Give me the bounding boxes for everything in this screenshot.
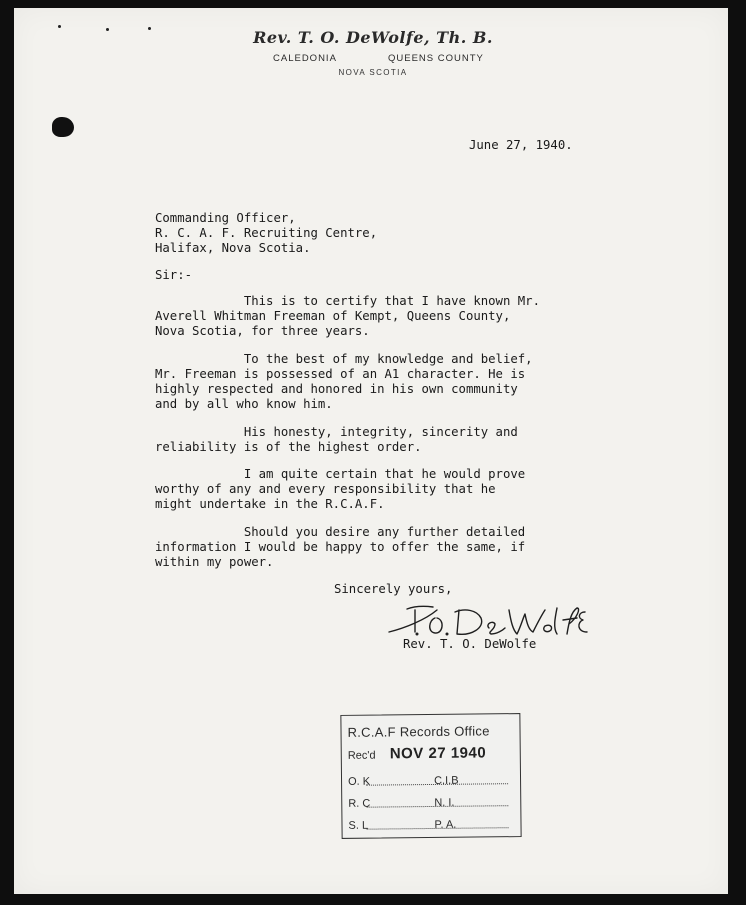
body-line: This is to certify that I have known Mr. [155, 294, 540, 308]
recipient-line: Commanding Officer, [155, 211, 296, 225]
stamp-received-label: Rec'd [347, 749, 376, 762]
body-line: Mr. Freeman is possessed of an A1 character. He is [155, 367, 526, 381]
body-line: Averell Whitman Freeman of Kempt, Queens County, [155, 309, 511, 323]
stamp-row-label: O. K [347, 775, 371, 788]
recipient-line: R. C. A. F. Recruiting Centre, [155, 226, 378, 240]
received-stamp [340, 713, 521, 839]
letterhead-town: CALEDONIA [273, 53, 337, 64]
ink-blot [52, 117, 74, 137]
letter-date: June 27, 1940. [469, 138, 573, 152]
body-line: I am quite certain that he would prove [155, 467, 526, 481]
stamp-row-label: R. C [348, 797, 371, 810]
stamp-row [348, 818, 514, 832]
body-line: To the best of my knowledge and belief, [155, 352, 533, 366]
body-line: reliability is of the highest order. [155, 440, 422, 454]
closing: Sincerely yours, [334, 582, 453, 596]
stamp-row-value: N. I. [434, 796, 455, 809]
signer-name: Rev. T. O. DeWolfe [403, 637, 537, 651]
stamp-row [348, 774, 514, 788]
letterhead-name: Rev. T. O. DeWolfe, Th. B. [253, 28, 493, 47]
stamp-row-value: C.I.B [433, 774, 459, 787]
stamp-row-value: P. A. [434, 818, 457, 831]
body-line: information I would be happy to offer the same, if [155, 540, 526, 554]
body-line: His honesty, integrity, sincerity and [155, 425, 518, 439]
letterhead-county: QUEENS COUNTY [388, 53, 484, 64]
body-line: Nova Scotia, for three years. [155, 324, 370, 338]
stamp-received-date: NOV 27 1940 [389, 744, 487, 763]
stamp-row [348, 796, 514, 810]
body-line: Should you desire any further detailed [155, 525, 526, 539]
letterhead-province: NOVA SCOTIA [338, 68, 408, 77]
salutation: Sir:- [155, 268, 193, 282]
body-line: and by all who know him. [155, 397, 333, 411]
body-line: might undertake in the R.C.A.F. [155, 497, 385, 511]
body-line: highly respected and honored in his own community [155, 382, 518, 396]
stamp-title: R.C.A.F Records Office [347, 723, 490, 740]
recipient-line: Halifax, Nova Scotia. [155, 241, 311, 255]
body-line: within my power. [155, 555, 274, 569]
body-line: worthy of any and every responsibility that he [155, 482, 496, 496]
stamp-row-label: S. L [348, 819, 369, 832]
